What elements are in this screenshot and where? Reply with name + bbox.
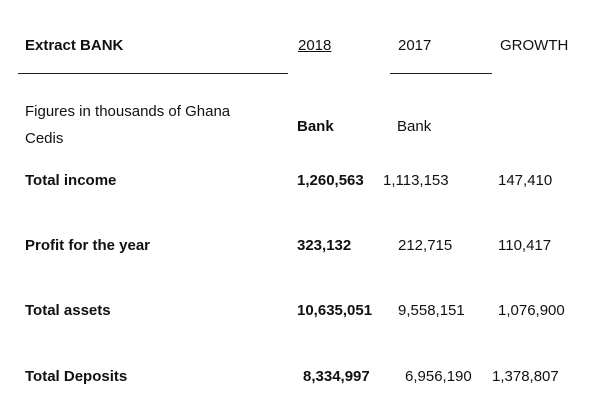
row-total-income-growth: 147,410: [498, 172, 553, 189]
row-total-deposits-growth: 1,378,807: [492, 368, 559, 385]
subheader-2017-bank: Bank: [397, 118, 432, 135]
row-label-total-deposits: Total Deposits: [25, 368, 128, 385]
row-total-assets-2018: 10,635,051: [297, 302, 373, 319]
row-profit-growth: 110,417: [498, 237, 552, 254]
title-underline: [18, 73, 288, 74]
row-profit-2017: 212,715: [398, 237, 453, 254]
units-label-line2: Cedis: [25, 130, 64, 147]
row-label-profit-for-the-year: Profit for the year: [25, 237, 151, 254]
table-title: Extract BANK: [25, 37, 124, 54]
row-total-income-2017: 1,113,153: [383, 172, 449, 189]
column-header-2018: 2018: [298, 37, 332, 54]
units-label-line1: Figures in thousands of Ghana: [25, 103, 231, 120]
column-2017-underline: [390, 73, 492, 74]
row-total-assets-2017: 9,558,151: [398, 302, 465, 319]
column-header-2017: 2017: [398, 37, 432, 54]
row-total-assets-growth: 1,076,900: [498, 302, 565, 319]
row-label-total-assets: Total assets: [25, 302, 111, 319]
row-total-income-2018: 1,260,563: [297, 172, 364, 189]
row-total-deposits-2017: 6,956,190: [405, 368, 472, 385]
row-label-total-income: Total income: [25, 172, 117, 189]
row-profit-2018: 323,132: [297, 237, 352, 254]
column-header-growth: GROWTH: [500, 37, 569, 54]
row-total-deposits-2018: 8,334,997: [303, 368, 370, 385]
subheader-2018-bank: Bank: [297, 118, 334, 135]
